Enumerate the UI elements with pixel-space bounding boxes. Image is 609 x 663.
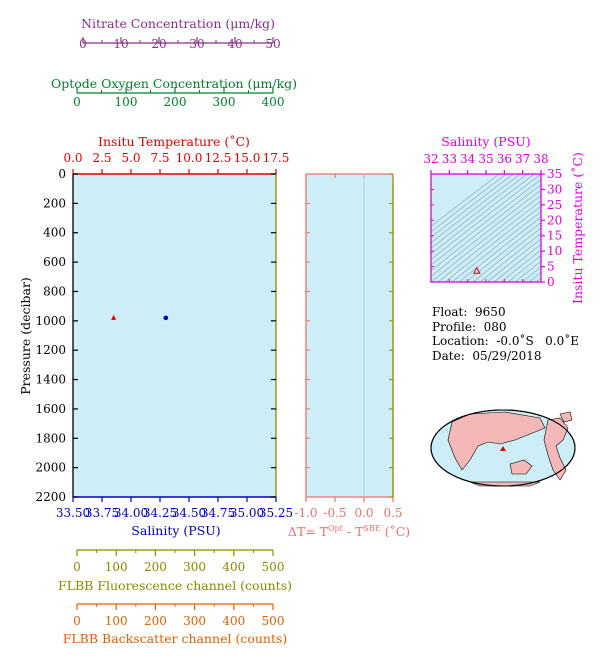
temperature-axis-tick-label: 17.5: [262, 151, 290, 165]
salinity-axis-tick-label: 34.00: [113, 506, 149, 520]
pressure-axis-tick-label: 1000: [35, 313, 66, 328]
backscatter-axis-tick-label: 400: [222, 614, 246, 628]
location: Location: -0.0˚S 0.0˚E: [432, 334, 579, 348]
ts-salinity-tick-label: 33: [441, 152, 457, 166]
pressure-axis-tick-label: 600: [43, 255, 66, 270]
temperature-axis-title: Insitu Temperature (˚C): [98, 134, 250, 149]
pressure-axis-title: Pressure (decibar): [18, 277, 33, 395]
delta-axis-tick-label: 0.5: [383, 506, 403, 520]
ts-temperature-tick-label: 35: [547, 167, 563, 181]
temperature-axis-tick-label: 5.0: [121, 151, 141, 165]
ts-salinity-tick-label: 34: [460, 152, 476, 166]
temperature-axis-tick-label: 0.0: [63, 151, 83, 165]
backscatter-axis-tick-label: 500: [261, 614, 285, 628]
profile-number: Profile: 080: [432, 319, 507, 334]
oxygen-axis-tick-label: 400: [261, 95, 285, 109]
backscatter-axis-tick-label: 200: [143, 614, 167, 628]
pressure-axis-tick-label: 1200: [35, 343, 66, 358]
backscatter-axis-tick-label: 100: [104, 614, 128, 628]
salinity-axis-tick-label: 34.50: [171, 506, 207, 520]
salinity-point: [164, 316, 169, 321]
pressure-axis-tick-label: 200: [43, 196, 66, 211]
nitrate-axis-title: Nitrate Concentration (μm/kg): [81, 16, 275, 31]
date: Date: 05/29/2018: [432, 348, 542, 363]
temperature-axis-tick-label: 12.5: [204, 151, 232, 165]
fluorescence-axis-tick-label: 100: [104, 560, 128, 574]
ts-salinity-title: Salinity (PSU): [441, 134, 531, 149]
ts-salinity-tick-label: 37: [515, 152, 531, 166]
ts-temperature-tick-label: 0: [547, 275, 555, 289]
ts-temperature-tick-label: 10: [547, 244, 563, 259]
temperature-axis-tick-label: 15.0: [233, 151, 261, 165]
world-map: [431, 410, 575, 486]
salinity-axis-tick-label: 35.00: [229, 506, 265, 520]
nitrate-axis-tick-label: 10: [113, 37, 129, 51]
ts-salinity-tick-label: 32: [423, 152, 439, 166]
ts-salinity-tick-label: 35: [478, 152, 494, 166]
salinity-axis-tick-label: 35.25: [258, 506, 294, 520]
delta-axis-title: $\Delta T= T^{Opt} - T^{SBE}$ (˚C): [287, 524, 411, 539]
delta-axis-tick-label: -1.0: [294, 506, 318, 520]
ts-temperature-title: Insitu Temperature (˚C): [570, 152, 585, 304]
backscatter-axis-tick-label: 0: [73, 614, 81, 628]
main-plot-area: [73, 174, 276, 497]
salinity-axis-title: Salinity (PSU): [131, 523, 221, 538]
oxygen-axis-tick-label: 200: [163, 95, 187, 109]
fluorescence-axis-tick-label: 0: [73, 560, 81, 574]
salinity-axis-tick-label: 34.75: [200, 506, 236, 520]
oxygen-axis-tick-label: 0: [73, 95, 81, 109]
backscatter-axis-tick-label: 300: [183, 614, 207, 628]
fluorescence-axis-tick-label: 300: [183, 560, 207, 574]
fluorescence-axis-tick-label: 200: [143, 560, 167, 574]
salinity-axis-tick-label: 33.50: [55, 506, 91, 520]
pressure-axis-tick-label: 800: [43, 284, 66, 299]
nitrate-axis-tick-label: 0: [79, 37, 87, 51]
pressure-axis-tick-label: 0: [58, 167, 66, 181]
float-number: Float: 9650: [432, 305, 506, 319]
ts-salinity-tick-label: 38: [533, 152, 549, 166]
pressure-axis-tick-label: 2000: [35, 460, 66, 475]
salinity-axis-tick-label: 33.75: [84, 506, 120, 520]
temperature-axis-tick-label: 10.0: [175, 151, 203, 165]
backscatter-axis-title: FLBB Backscatter channel (counts): [62, 631, 288, 646]
temperature-axis-tick-label: 2.5: [92, 151, 112, 165]
delta-plot-area: [306, 174, 393, 497]
nitrate-axis-tick-label: 30: [189, 37, 205, 51]
salinity-axis-tick-label: 34.25: [142, 506, 178, 520]
oxygen-axis-tick-label: 300: [212, 95, 236, 109]
pressure-axis-tick-label: 1800: [35, 431, 66, 446]
delta-axis-tick-label: 0.0: [354, 506, 374, 520]
nitrate-axis-tick-label: 40: [227, 37, 243, 51]
oxygen-axis-title: Optode Oxygen Concentration (μm/kg): [50, 76, 298, 91]
nitrate-axis-tick-label: 20: [151, 37, 167, 51]
ts-temperature-tick-label: 5: [547, 259, 555, 274]
pressure-axis-tick-label: 2200: [35, 490, 66, 504]
float-info: [432, 305, 579, 363]
ts-temperature-tick-label: 15: [547, 228, 563, 243]
ts-salinity-tick-label: 36: [496, 152, 512, 166]
ts-temperature-tick-label: 25: [547, 197, 563, 212]
pressure-axis-tick-label: 1600: [35, 401, 66, 416]
fluorescence-axis-tick-label: 500: [261, 560, 285, 574]
fluorescence-axis-title: FLBB Fluorescence channel (counts): [58, 578, 292, 593]
temperature-axis-tick-label: 7.5: [150, 151, 170, 165]
pressure-axis-tick-label: 1400: [35, 372, 66, 387]
fluorescence-axis-tick-label: 400: [222, 560, 246, 574]
nitrate-axis-tick-label: 50: [265, 37, 281, 51]
ts-temperature-tick-label: 20: [547, 213, 563, 228]
delta-axis-tick-label: -0.5: [323, 506, 347, 520]
oxygen-axis-tick-label: 100: [114, 95, 138, 109]
pressure-axis-tick-label: 400: [43, 225, 66, 240]
ts-temperature-tick-label: 30: [547, 182, 563, 197]
